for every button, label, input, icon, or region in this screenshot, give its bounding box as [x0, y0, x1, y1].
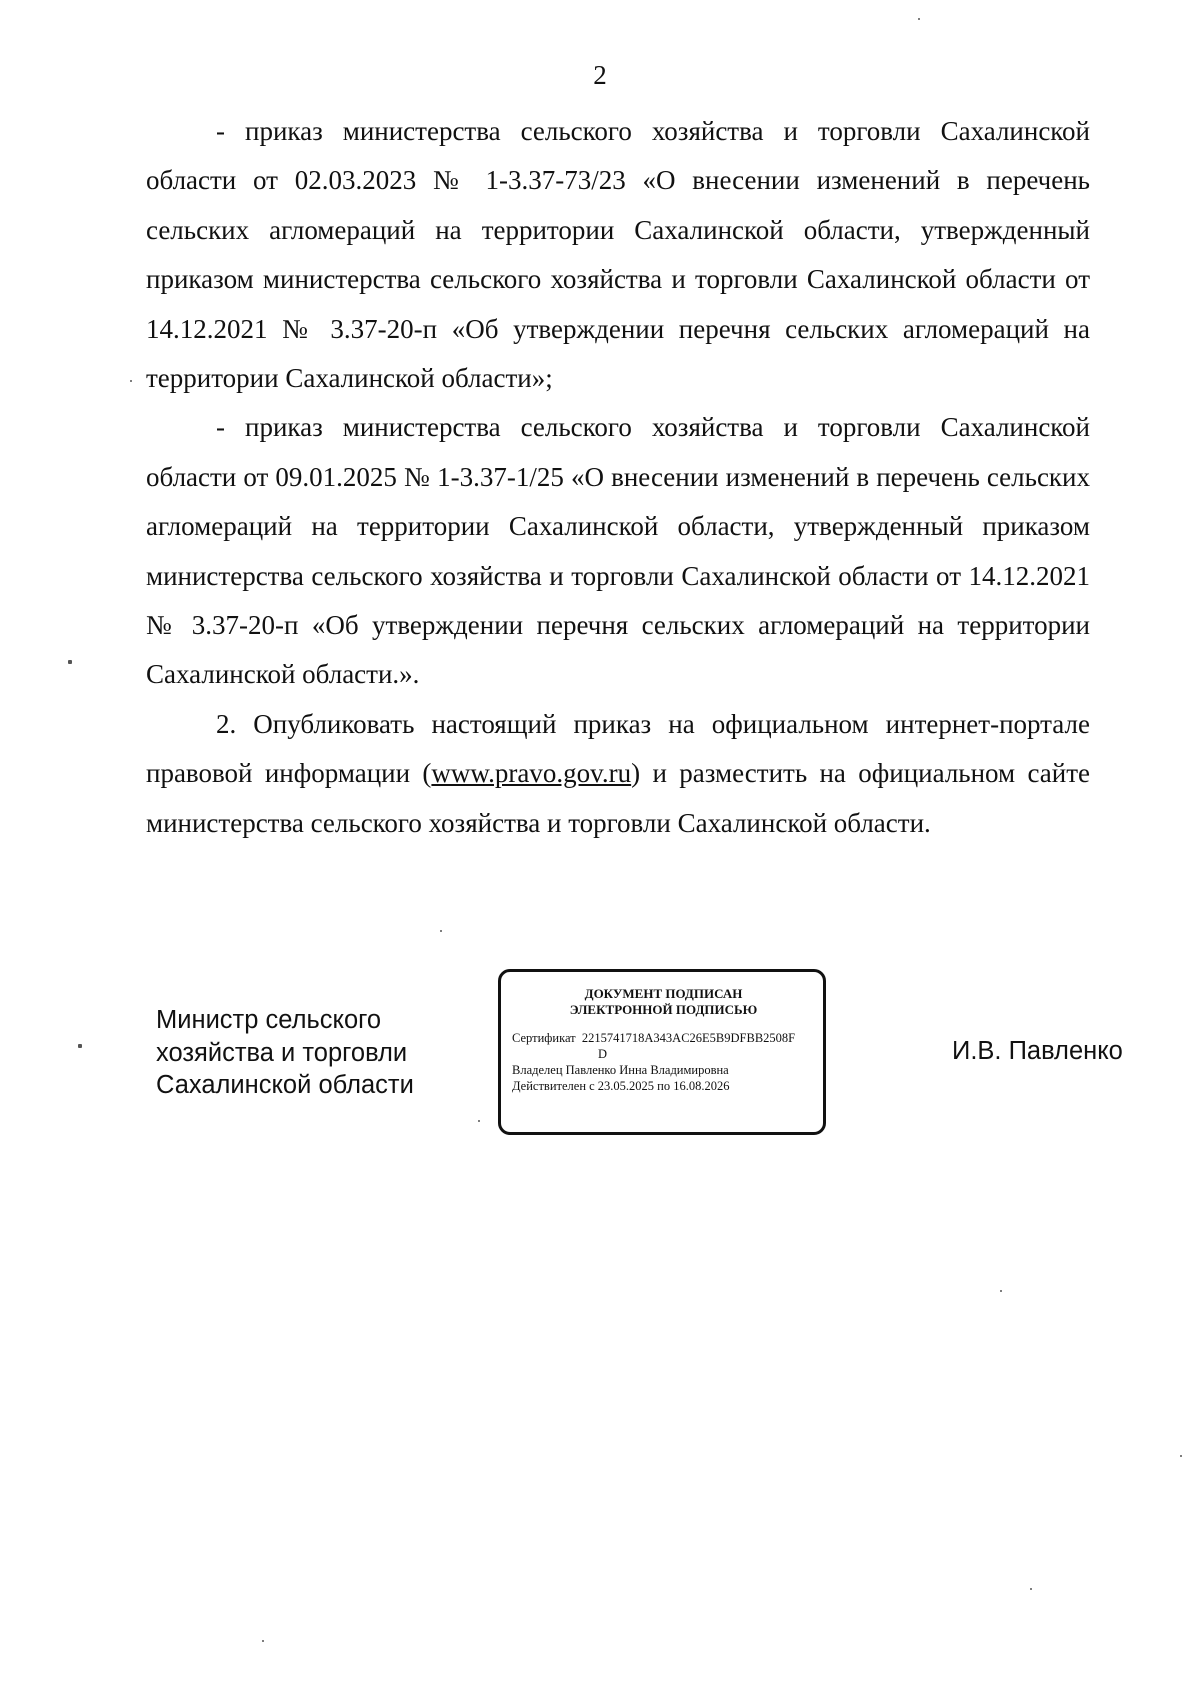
page-number: 2	[593, 60, 607, 90]
signer-title-line: хозяйства и торговли	[156, 1038, 408, 1067]
stamp-owner-value: Павленко Инна Владимировна	[565, 1063, 729, 1077]
stamp-heading-line: ДОКУМЕНТ ПОДПИСАН	[584, 986, 743, 1001]
pravo-gov-link[interactable]: www.pravo.gov.ru	[431, 758, 632, 789]
scan-speck	[1180, 1455, 1182, 1457]
paragraph-text: - приказ министерства сельского хозяйства и торговли Сахалинской области от 09.01.2025 № 1-3.37-1/25 «О внесении изменений в перечень сельских агломераций на территории Сахалинской области, утвержденный приказом министерства сельского хозяйства и торговли Сахалинской области от 14.12.2021 № 3.37-20-п «Об утверждении перечня сельских агломераций на территории Сахалинской области.».	[146, 412, 1090, 690]
stamp-heading-line: ЭЛЕКТРОННОЙ ПОДПИСЬЮ	[569, 1002, 758, 1017]
paragraph-text: 2. Опубликовать настоящий приказ на официальном интернет-портале правовой информации (	[146, 708, 1090, 789]
stamp-cert-value: 2215741718A343AC26E5B9DFBB2508F	[581, 1031, 796, 1045]
signer-title-line: Министр сельского	[156, 1006, 382, 1034]
scan-speck	[918, 18, 920, 20]
scan-speck	[1030, 1588, 1032, 1590]
scan-speck	[1000, 1290, 1002, 1292]
scan-speck	[440, 930, 442, 932]
paragraph-order-2023	[146, 107, 1090, 403]
paragraph-order-2025	[146, 403, 1090, 699]
stamp-cert-label: Сертификат	[512, 1031, 576, 1045]
stamp-owner	[512, 1062, 815, 1078]
scan-speck	[78, 1044, 82, 1048]
stamp-certificate	[512, 1030, 815, 1062]
paragraph-text: ) и разместить на официальном сайте министерства сельского хозяйства и торговли Сахалинской области.	[146, 758, 1090, 838]
paragraph-publish	[146, 700, 1090, 848]
signer-title	[156, 1004, 456, 1102]
stamp-owner-label: Владелец	[512, 1063, 563, 1077]
document-body	[146, 107, 1090, 848]
scan-speck	[262, 1640, 264, 1642]
scan-speck	[68, 660, 72, 664]
electronic-signature-stamp	[498, 969, 826, 1135]
scan-speck	[478, 1120, 480, 1122]
signer-title-line: Сахалинской области	[156, 1071, 414, 1099]
signer-name: И.В. Павленко	[952, 1037, 1123, 1065]
stamp-heading	[512, 986, 815, 1018]
paragraph-text: - приказ министерства сельского хозяйства и торговли Сахалинской области от 02.03.2023 № 1-3.37-73/23 «О внесении изменений в перечень сельских агломераций на территории Сахалинской области, утвержденный приказом министерства сельского хозяйства и торговли Сахалинской области от 14.12.2021 № 3.37-20-п «Об утверждении перечня сельских агломераций на территории Сахалинской области»;	[146, 116, 1090, 394]
scan-speck	[130, 380, 132, 382]
stamp-cert-value-cont: D	[598, 1047, 608, 1061]
stamp-validity: Действителен с 23.05.2025 по 16.08.2026	[512, 1079, 730, 1093]
